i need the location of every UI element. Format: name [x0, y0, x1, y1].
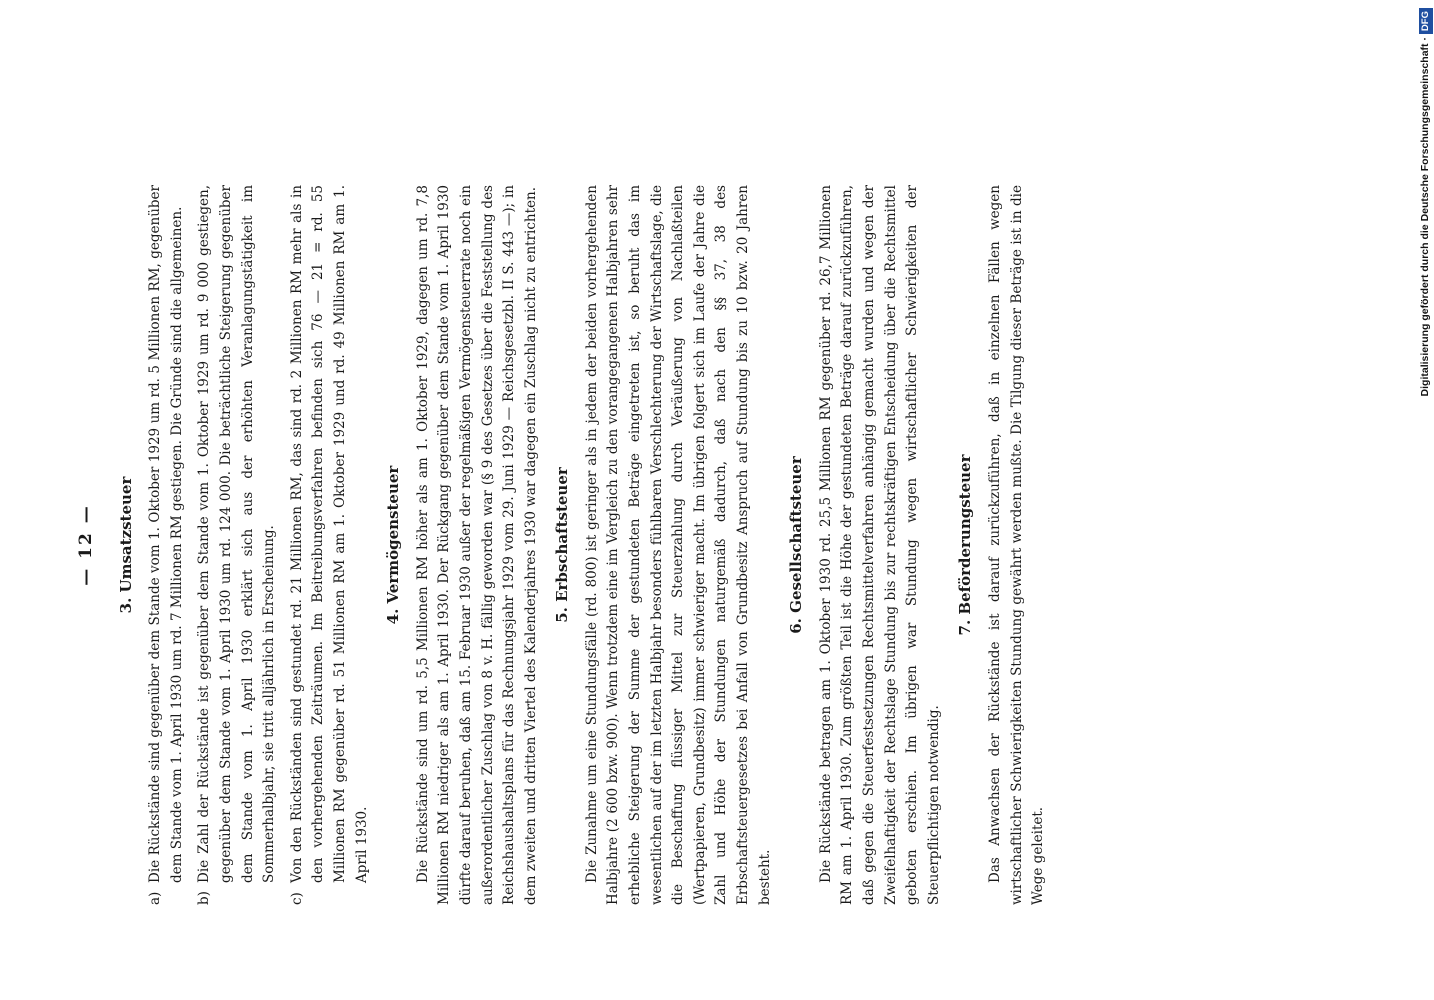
paragraph: Die Rückstände betragen am 1. Oktober 1930 rd. 25,5 Millionen RM gegenüber rd. 26,7 Millionen RM am 1. April 1930. Zum größten Teil ist die Höhe der gestundeten Beträge darauf zurückzuführen, daß gegen die Steuerfestsetzungen Rechtsmittelverfahren anhängig gemacht wurden und wegen der Zweifelhaftigkeit der Rechtslage Stundung bis zur rechtskräftigen Entscheidung über die Rechtsmittel geboten erschien. Im übrigen war Stundung wegen wirtschaftlicher Schwierigkeiten der Steuerpflichtigen notwendig.	[817, 185, 942, 905]
section-title: 6. Gesellschaftsteuer	[787, 456, 806, 634]
paragraph: Die Zunahme um eine Stundungsfälle (rd. 800) ist geringer als in jedem der beiden vorhergehenden Halbjahre (2 600 bzw. 900). Wenn trotzdem eine im Vergleich zu den vorangegangenen Halbjahren sehr erhebliche Steigerung der Summe der gestundeten Beträge eingetreten ist, so beruht das im wesentlichen auf der im letzten Halbjahr besonders fühlbaren Verschlechterung der Wirtschaftslage, die die Beschaffung flüssiger Mittel zur Steuerzahlung durch Veräußerung von Nachlaßteilen (Wertpapieren, Grundbesitz) immer schwieriger macht. Im übrigen folgert sich im Laufe der Jahre die Zahl und Höhe der Stundungen naturgemäß dadurch, daß nach den §§ 37, 38 des Erbschaftsteuergesetzes bei Anfall von Grundbesitz Anspruch auf Stundung bis zu 10 bzw. 20 Jahren besteht.	[583, 185, 773, 905]
section-title: 5. Erbschaftsteuer	[553, 467, 572, 623]
section-erbschaftsteuer	[552, 185, 776, 905]
page-number: — 12 —	[76, 504, 96, 586]
list-item	[287, 185, 373, 905]
section-title: 4. Vermögensteuer	[384, 465, 403, 625]
item-label: c)	[288, 892, 305, 905]
dfg-logo: DFG	[1419, 8, 1433, 34]
paragraph: Das Anwachsen der Rückstände ist darauf zurückzuführen, daß in einzelnen Fällen wegen wirtschaftlicher Schwierigkeiten Stundung gewährt werden mußte. Die Tilgung dieser Beträge ist in die Wege geleitet.	[986, 185, 1047, 905]
item-text: Die Zahl der Rückstände ist gegenüber dem Stande vom 1. Oktober 1929 um rd. 9 000 gestiegen, gegenüber dem Stande vom 1. April 1930 um rd. 124 000. Die beträchtliche Steigerung gegenüber dem Stande vom 1. April 1930 erklärt sich aus der erhöhten Veranlagungstätigkeit im Sommerhalbjahr, sie tritt alljährlich in Erscheinung.	[196, 185, 278, 883]
section-vermoegensteuer	[383, 185, 542, 905]
list-item	[194, 185, 280, 905]
document-page	[76, 185, 1056, 905]
paragraph: Die Rückstände sind um rd. 5,5 Millionen RM höher als am 1. Oktober 1929, dagegen um rd. 7,8 Millionen RM niedriger als am 1. April 1930. Der Rückgang gegenüber dem Stande vom 1. April 1930 dürfte darauf beruhen, daß am 15. Februar 1930 außer der regelmäßigen Vermögensteuerrate noch ein außerordentlicher Zuschlag von 8 v. H. fällig geworden war (§ 9 des Gesetzes über die Feststellung des Reichshaushaltsplans für das Rechnungsjahr 1929 vom 29. Juni 1929 — Reichsgesetzbl. II S. 443 —); in dem zweiten und dritten Viertel des Kalenderjahres 1930 war dagegen ein Zuschlag nicht zu entrichten.	[414, 185, 539, 905]
sidebar-credit-text: Digitalisierung gefördert durch die Deutsche Forschungsgemeinschaft ·	[1419, 37, 1431, 397]
item-text: Von den Rückständen sind gestundet rd. 21 Millionen RM, das sind rd. 2 Millionen RM mehr als in den vorhergehenden Zeiträumen. Im Beitreibungsverfahren befinden sich 76 — 21 = rd. 55 Millionen RM gegenüber rd. 51 Millionen RM am 1. Oktober 1929 und rd. 49 Millionen RM am 1. April 1930.	[288, 185, 370, 883]
list-item	[145, 185, 188, 905]
item-text: Die Rückstände sind gegenüber dem Stande vom 1. Oktober 1929 um rd. 5 Millionen RM, gegenüber dem Stande vom 1. April 1930 um rd. 7 Millionen RM gestiegen. Die Gründe sind die allgemeinen.	[147, 185, 185, 883]
sidebar-credit	[1418, 8, 1432, 992]
section-umsatzsteuer	[116, 185, 374, 905]
item-label: a)	[147, 891, 164, 905]
section-befoerderungsteuer	[955, 185, 1049, 905]
section-title: 7. Beförderungsteuer	[956, 454, 975, 636]
section-gesellschaftsteuer	[786, 185, 945, 905]
section-title: 3. Umsatzsteuer	[116, 476, 135, 614]
digitization-sidebar	[1418, 8, 1432, 992]
item-label: b)	[196, 891, 213, 905]
rotated-page	[40, 0, 1150, 1000]
